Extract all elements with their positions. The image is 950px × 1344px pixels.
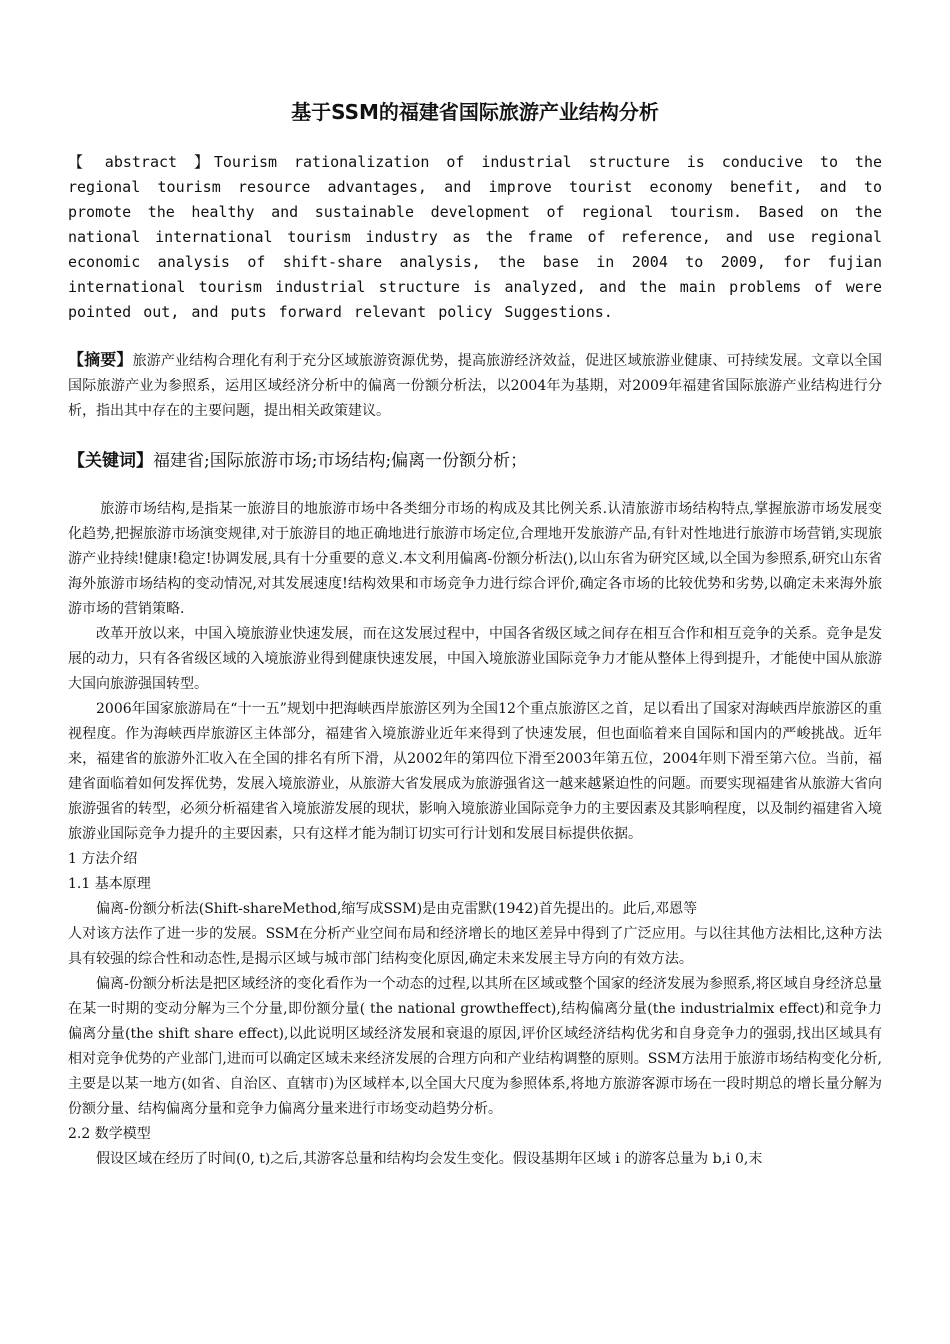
paragraph-ssm-definition: 偏离-份额分析法是把区域经济的变化看作为一个动态的过程,以其所在区域或整个国家的经济发展为参照系,将区域自身经济总量在某一时期的变动分解为三个分量,即份额分量( the national growtheffect),结构偏离分量(the industrialmix effect)和竞争力偏离分量(the shift share effect),以此说明区域经济发展和衰退的原因,评价区域经济结构优劣和自身竞争力的强弱,找出区域具有相对竞争优势的产业部门,进而可以确定区域未来经济发展的合理方向和产业结构调整的原则。SSM方法用于旅游市场结构变化分析,主要是以某一地方(如省、自治区、直辖市)为区域样本,以全国大尺度为参照体系,将地方旅游客源市场在一段时期总的增长量分解为份额分量、结构偏离分量和竞争力偏离分量来进行市场变动趋势分析。 bbox=[68, 976, 882, 1117]
subsection-heading-model: 2.2 数学模型 bbox=[68, 1126, 151, 1142]
body-text bbox=[68, 497, 882, 1172]
paragraph-ssm-origin-rest: 人对该方法作了进一步的发展。SSM在分析产业空间布局和经济增长的地区差异中得到了广泛应用。与以往其他方法相比,这种方法具有较强的综合性和动态性,是揭示区域与城市部门结构变化原因,确定未来发展主导方向的有效方法。 bbox=[68, 926, 882, 967]
paragraph-ssm-origin-line1: 偏离-份额分析法(Shift-shareMethod,缩写成SSM)是由克雷默(1942)首先提出的。此后,邓恩等 bbox=[96, 901, 698, 917]
abstract-en-label: 【 abstract 】 bbox=[68, 153, 214, 171]
paragraph-fujian-status: 2006年国家旅游局在“十一五”规划中把海峡西岸旅游区列为全国12个重点旅游区之首，足以看出了国家对海峡西岸旅游区的重视程度。作为海峡西岸旅游区主体部分，福建省入境旅游业近年来得到了快速发展，但也面临着来自国际和国内的严峻挑战。近年来，福建省的旅游外汇收入在全国的排名有所下滑，从2002年的第四位下滑至2003年第五位，2004年则下滑至第六位。当前，福建省面临着如何发挥优势，发展入境旅游业，从旅游大省发展成为旅游强省这一越来越紧迫性的问题。而要实现福建省从旅游大省向旅游强省的转型，必须分析福建省入境旅游发展的现状，影响入境旅游业国际竞争力的主要因素及其影响程度，以及制约福建省入境旅游业国际竞争力提升的主要因素，只有这样才能为制订切实可行计划和发展目标提供依据。 bbox=[68, 701, 882, 842]
subsection-heading-principle: 1.1 基本原理 bbox=[68, 876, 151, 892]
english-abstract bbox=[68, 150, 882, 325]
paragraph-market-structure: 旅游市场结构,是指某一旅游目的地旅游市场中各类细分市场的构成及其比例关系.认清旅游市场结构特点,掌握旅游市场发展变化趋势,把握旅游市场演变规律,对于旅游目的地正确地进行旅游市场定位,合理地开发旅游产品,有针对性地进行旅游市场营销,实现旅游产业持续!健康!稳定!协调发展,具有十分重要的意义.本文利用偏离-份额分析法(),以山东省为研究区域,以全国为参照系,研究山东省海外旅游市场结构的变动情况,对其发展速度!结构效果和市场竞争力进行综合评价,确定各市场的比较优势和劣势,以确定未来海外旅游市场的营销策略. bbox=[68, 501, 882, 617]
section-heading-method: 1 方法介绍 bbox=[68, 851, 138, 867]
abstract-zh-text: 旅游产业结构合理化有利于充分区域旅游资源优势，提高旅游经济效益，促进区域旅游业健康、可持续发展。文章以全国国际旅游产业为参照系，运用区域经济分析中的偏离一份额分析法，以2004年为基期，对2009年福建省国际旅游产业结构进行分析，指出其中存在的主要问题，提出相关政策建议。 bbox=[68, 353, 882, 419]
keywords bbox=[68, 447, 882, 475]
keywords-label: 【关键词】 bbox=[68, 451, 153, 471]
keywords-text: 福建省;国际旅游市场;市场结构;偏离一份额分析； bbox=[153, 451, 528, 471]
abstract-zh-label: 【摘要】 bbox=[68, 350, 133, 369]
paragraph-reform: 改革开放以来，中国入境旅游业快速发展，而在这发展过程中，中国各省级区域之间存在相互合作和相互竞争的关系。竞争是发展的动力，只有各省级区域的入境旅游业得到健康快速发展，中国入境旅游业国际竞争力才能从整体上得到提升，才能使中国从旅游大国向旅游强国转型。 bbox=[68, 626, 882, 692]
chinese-abstract bbox=[68, 347, 882, 424]
abstract-en-text: Tourism rationalization of industrial structure is conducive to the regional tourism resource advantages, and improve tourist economy benefit, and to promote the healthy and sustainable development of regional tourism. Based on the national international tourism industry as the frame of reference, and use regional economic analysis of shift-share analysis, the base in 2004 to 2009, for fujian international tourism industrial structure is analyzed, and the main problems of were pointed out, and puts forward relevant policy Suggestions. bbox=[68, 153, 883, 321]
paper-title: 基于SSM的福建省国际旅游产业结构分析 bbox=[291, 100, 659, 124]
paragraph-model-assumption: 假设区域在经历了时间(0, t)之后,其游客总量和结构均会发生变化。假设基期年区域 i 的游客总量为 b,i 0,末 bbox=[96, 1151, 763, 1167]
